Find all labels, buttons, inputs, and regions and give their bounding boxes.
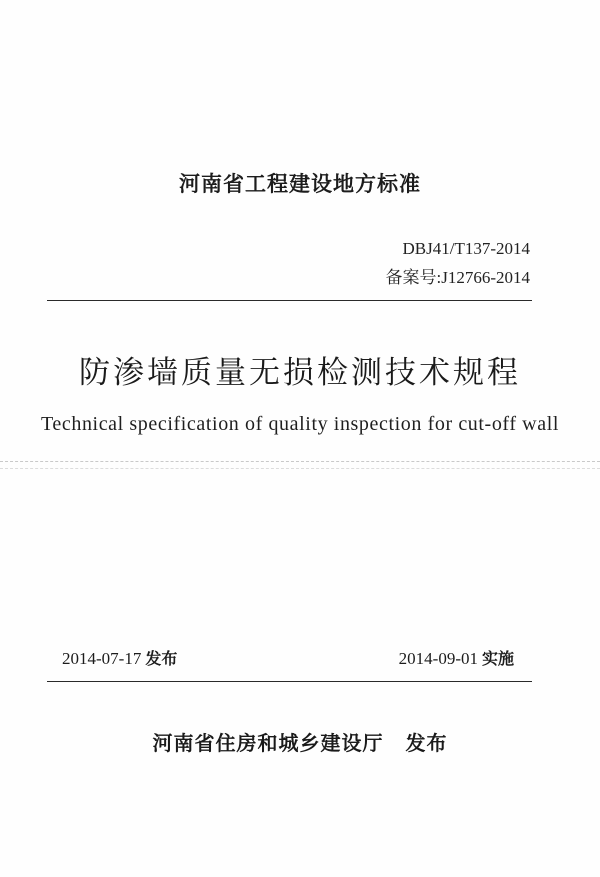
release-date-block <box>62 646 177 669</box>
release-label: 发布 <box>145 649 178 668</box>
scan-artifact-line <box>0 468 600 469</box>
record-number: 备案号:J12766-2014 <box>385 268 530 287</box>
scan-artifact-line <box>0 461 600 462</box>
release-date: 2014-07-17 <box>62 649 142 668</box>
effective-date-block <box>399 646 514 669</box>
document-title-english: Technical specification of quality inspection for cut-off wall <box>40 413 560 435</box>
bottom-divider <box>47 681 532 682</box>
series-title: 河南省工程建设地方标准 <box>179 172 421 196</box>
effective-date: 2014-09-01 <box>398 649 478 668</box>
top-divider <box>47 300 532 301</box>
issuer-line <box>0 727 600 756</box>
standard-number: DBJ41/T137-2014 <box>402 239 530 258</box>
effective-label: 实施 <box>481 649 514 668</box>
document-title-chinese: 防渗墙质量无损检测技术规程 <box>79 355 521 391</box>
issuer-action: 发布 <box>405 731 448 755</box>
standard-codes <box>386 234 531 292</box>
issuer-name: 河南省住房和城乡建设厅 <box>152 731 384 755</box>
